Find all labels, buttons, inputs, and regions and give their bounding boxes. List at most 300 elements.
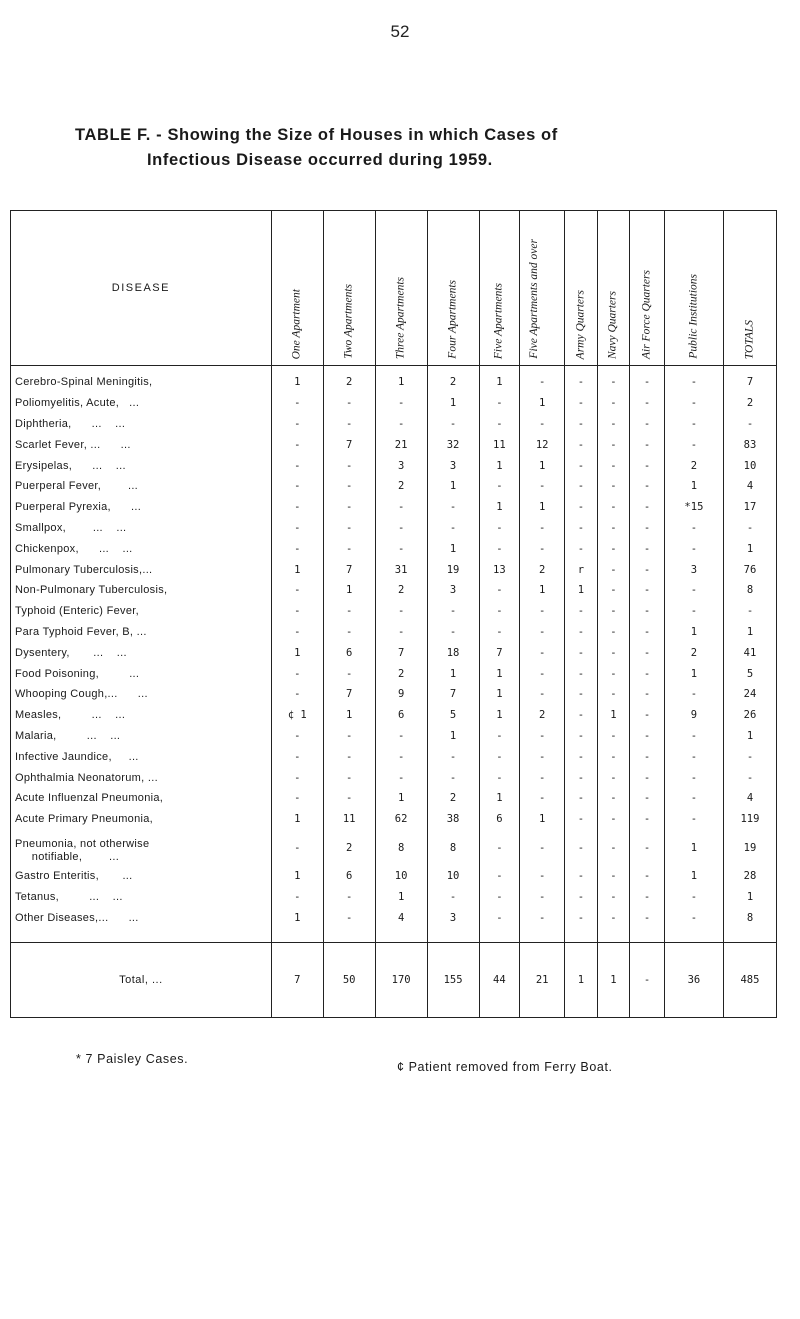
case-count-cell: - (723, 414, 776, 435)
case-count-cell: - (630, 886, 665, 907)
table-row (11, 866, 777, 887)
case-count-cell: - (664, 886, 723, 907)
case-count-cell: 1 (723, 622, 776, 643)
case-count-cell: - (597, 476, 630, 497)
case-count-cell: - (323, 663, 375, 684)
footnote-paisley: * 7 Paisley Cases. (76, 1052, 189, 1066)
case-count-cell: - (427, 767, 479, 788)
case-count-cell: - (630, 518, 665, 539)
case-count-cell: 1 (723, 538, 776, 559)
case-count-cell: - (479, 476, 520, 497)
case-count-cell: - (630, 684, 665, 705)
case-count-cell: - (630, 726, 665, 747)
case-count-cell: 2 (664, 642, 723, 663)
case-count-cell: - (723, 767, 776, 788)
table-row (11, 746, 777, 767)
case-count-cell: - (597, 538, 630, 559)
case-count-cell: - (427, 497, 479, 518)
case-count-cell: 6 (323, 866, 375, 887)
case-count-cell: 26 (723, 705, 776, 726)
table-row (11, 455, 777, 476)
case-count-cell: - (664, 746, 723, 767)
case-count-cell: - (323, 886, 375, 907)
case-count-cell: 5 (723, 663, 776, 684)
disease-name-cell: Erysipelas, ... ... (11, 455, 272, 476)
disease-name-cell: Ophthalmia Neonatorum, ... (11, 767, 272, 788)
case-count-cell: - (520, 622, 565, 643)
case-count-cell: 11 (323, 809, 375, 830)
case-count-cell: 3 (427, 455, 479, 476)
case-count-cell: - (565, 746, 598, 767)
disease-name-cell: Puerperal Fever, ... (11, 476, 272, 497)
case-count-cell: - (597, 642, 630, 663)
case-count-cell: 8 (427, 830, 479, 866)
case-count-cell: - (597, 684, 630, 705)
case-count-cell: - (565, 497, 598, 518)
case-count-cell: 1 (565, 580, 598, 601)
case-count-cell: - (664, 366, 723, 393)
case-count-cell: - (664, 434, 723, 455)
case-count-cell: *15 (664, 497, 723, 518)
case-count-cell: - (664, 809, 723, 830)
case-count-cell: - (323, 622, 375, 643)
disease-name-cell: Malaria, ... ... (11, 726, 272, 747)
case-count-cell: - (565, 809, 598, 830)
case-count-cell: - (723, 518, 776, 539)
case-count-cell: - (323, 788, 375, 809)
table-row (11, 393, 777, 414)
case-count-cell: - (630, 414, 665, 435)
case-count-cell: - (479, 622, 520, 643)
case-count-cell: - (597, 767, 630, 788)
header-row (11, 211, 777, 366)
case-count-cell: - (375, 601, 427, 622)
case-count-cell: - (520, 726, 565, 747)
case-count-cell: - (597, 518, 630, 539)
case-count-cell: - (664, 538, 723, 559)
case-count-cell: - (479, 518, 520, 539)
case-count-cell: - (479, 580, 520, 601)
case-count-cell: 3 (427, 580, 479, 601)
disease-name-cell: Para Typhoid Fever, B, ... (11, 622, 272, 643)
case-count-cell: - (520, 414, 565, 435)
case-count-cell: 6 (479, 809, 520, 830)
case-count-cell: 1 (323, 580, 375, 601)
case-count-cell: 1 (271, 907, 323, 942)
case-count-cell: - (271, 684, 323, 705)
disease-name-cell: Acute Primary Pneumonia, (11, 809, 272, 830)
case-count-cell: - (271, 518, 323, 539)
case-count-cell: 10 (723, 455, 776, 476)
case-count-cell: - (664, 726, 723, 747)
case-count-cell: 12 (520, 434, 565, 455)
table-row (11, 518, 777, 539)
case-count-cell: - (479, 767, 520, 788)
case-count-cell: - (565, 434, 598, 455)
case-count-cell: - (565, 642, 598, 663)
case-count-cell: 1 (375, 788, 427, 809)
case-count-cell: - (664, 907, 723, 942)
case-count-cell: - (664, 414, 723, 435)
case-count-cell: 1 (271, 866, 323, 887)
total-cell: 1 (597, 942, 630, 1017)
case-count-cell: - (565, 767, 598, 788)
case-count-cell: - (597, 393, 630, 414)
table-title (75, 123, 775, 173)
case-count-cell: 1 (375, 886, 427, 907)
case-count-cell: - (427, 601, 479, 622)
case-count-cell: - (565, 726, 598, 747)
case-count-cell: 1 (664, 663, 723, 684)
case-count-cell: 11 (479, 434, 520, 455)
case-count-cell: - (479, 414, 520, 435)
case-count-cell: - (479, 726, 520, 747)
case-count-cell: - (520, 518, 565, 539)
case-count-cell: - (597, 497, 630, 518)
table-row (11, 907, 777, 942)
case-count-cell: 1 (723, 886, 776, 907)
case-count-cell: 10 (427, 866, 479, 887)
column-header-label: Army Quarters (574, 289, 587, 359)
case-count-cell: - (520, 601, 565, 622)
case-count-cell: - (565, 455, 598, 476)
disease-name-cell: Acute Influenzal Pneumonia, (11, 788, 272, 809)
case-count-cell: 1 (520, 809, 565, 830)
disease-name-cell: Puerperal Pyrexia, ... (11, 497, 272, 518)
case-count-cell: 31 (375, 559, 427, 580)
table-row (11, 476, 777, 497)
disease-name-cell: Cerebro-Spinal Meningitis, (11, 366, 272, 393)
case-count-cell: 2 (664, 455, 723, 476)
table-row (11, 663, 777, 684)
case-count-cell: 1 (427, 663, 479, 684)
case-count-cell: 7 (479, 642, 520, 663)
case-count-cell: - (565, 518, 598, 539)
case-count-cell: - (565, 866, 598, 887)
case-count-cell: 2 (427, 366, 479, 393)
case-count-cell: 8 (375, 830, 427, 866)
disease-name-cell: Non-Pulmonary Tuberculosis, (11, 580, 272, 601)
case-count-cell: - (520, 866, 565, 887)
case-count-cell: - (323, 746, 375, 767)
case-count-cell: 10 (375, 866, 427, 887)
column-header-four-apartments (427, 211, 479, 366)
table-row (11, 601, 777, 622)
case-count-cell: - (664, 767, 723, 788)
table-row (11, 366, 777, 393)
case-count-cell: - (323, 538, 375, 559)
case-count-cell: - (479, 601, 520, 622)
case-count-cell: 1 (479, 663, 520, 684)
column-header-disease: DISEASE (11, 211, 272, 366)
case-count-cell: 2 (427, 788, 479, 809)
disease-name-cell: Pulmonary Tuberculosis,... (11, 559, 272, 580)
case-count-cell: - (323, 726, 375, 747)
case-count-cell: - (271, 886, 323, 907)
column-header-label: Air Force Quarters (640, 269, 653, 359)
case-count-cell: - (630, 559, 665, 580)
disease-name-cell: Typhoid (Enteric) Fever, (11, 601, 272, 622)
total-cell: 44 (479, 942, 520, 1017)
case-count-cell: - (630, 705, 665, 726)
column-header-label: Three Apartments (394, 276, 407, 359)
case-count-cell: - (323, 476, 375, 497)
case-count-cell: 1 (427, 393, 479, 414)
disease-name-cell: Scarlet Fever, ... ... (11, 434, 272, 455)
table-row (11, 788, 777, 809)
case-count-cell: - (597, 366, 630, 393)
case-count-cell: - (520, 684, 565, 705)
case-count-cell: - (597, 663, 630, 684)
table-row (11, 580, 777, 601)
case-count-cell: - (375, 726, 427, 747)
case-count-cell: - (479, 886, 520, 907)
case-count-cell: - (597, 414, 630, 435)
case-count-cell: 8 (723, 907, 776, 942)
case-count-cell: - (375, 746, 427, 767)
disease-name-cell: Measles, ... ... (11, 705, 272, 726)
case-count-cell: - (520, 886, 565, 907)
case-count-cell: - (375, 622, 427, 643)
case-count-cell: - (323, 455, 375, 476)
case-count-cell: 7 (323, 434, 375, 455)
disease-name-cell: Pneumonia, not otherwise notifiable, ... (11, 830, 272, 866)
case-count-cell: 7 (723, 366, 776, 393)
case-count-cell: - (271, 393, 323, 414)
case-count-cell: - (479, 830, 520, 866)
case-count-cell: - (375, 393, 427, 414)
case-count-cell: 1 (664, 830, 723, 866)
case-count-cell: - (630, 809, 665, 830)
case-count-cell: 1 (271, 366, 323, 393)
case-count-cell: 24 (723, 684, 776, 705)
case-count-cell: 1 (271, 809, 323, 830)
total-cell: 170 (375, 942, 427, 1017)
case-count-cell: 2 (520, 559, 565, 580)
case-count-cell: 7 (323, 684, 375, 705)
case-count-cell: - (375, 497, 427, 518)
case-count-cell: - (479, 538, 520, 559)
case-count-cell: - (271, 767, 323, 788)
case-count-cell: - (479, 866, 520, 887)
case-count-cell: 1 (479, 366, 520, 393)
case-count-cell: 1 (479, 497, 520, 518)
case-count-cell: 1 (479, 684, 520, 705)
case-count-cell: - (630, 830, 665, 866)
case-count-cell: - (630, 538, 665, 559)
column-header-one-apartment (271, 211, 323, 366)
disease-name-cell: Diphtheria, ... ... (11, 414, 272, 435)
case-count-cell: - (565, 393, 598, 414)
case-count-cell: r (565, 559, 598, 580)
case-count-cell: - (597, 788, 630, 809)
case-count-cell: - (597, 830, 630, 866)
case-count-cell: 32 (427, 434, 479, 455)
case-count-cell: - (375, 767, 427, 788)
case-count-cell: - (630, 663, 665, 684)
table-row (11, 886, 777, 907)
case-count-cell: 2 (520, 705, 565, 726)
case-count-cell: 19 (427, 559, 479, 580)
case-count-cell: - (271, 580, 323, 601)
case-count-cell: - (723, 601, 776, 622)
case-count-cell: - (597, 580, 630, 601)
case-count-cell: - (723, 746, 776, 767)
case-count-cell: - (597, 809, 630, 830)
table-row (11, 830, 777, 866)
case-count-cell: - (271, 830, 323, 866)
case-count-cell: 83 (723, 434, 776, 455)
case-count-cell: - (565, 830, 598, 866)
case-count-cell: 3 (375, 455, 427, 476)
case-count-cell: - (565, 538, 598, 559)
case-count-cell: 1 (520, 393, 565, 414)
case-count-cell: - (375, 518, 427, 539)
column-header-three-apartments (375, 211, 427, 366)
table-row (11, 434, 777, 455)
column-header-two-apartments (323, 211, 375, 366)
total-cell: 21 (520, 942, 565, 1017)
case-count-cell: - (271, 434, 323, 455)
case-count-cell: - (520, 746, 565, 767)
case-count-cell: - (630, 746, 665, 767)
total-row (11, 942, 777, 1017)
case-count-cell: - (479, 907, 520, 942)
case-count-cell: - (664, 684, 723, 705)
case-count-cell: 1 (427, 538, 479, 559)
column-header-label: TOTALS (743, 319, 756, 359)
case-count-cell: - (520, 830, 565, 866)
case-count-cell: 1 (723, 726, 776, 747)
table-row (11, 622, 777, 643)
case-count-cell: - (565, 366, 598, 393)
case-count-cell: 2 (375, 580, 427, 601)
table-body (11, 366, 777, 943)
disease-name-cell: Tetanus, ... ... (11, 886, 272, 907)
case-count-cell: - (597, 746, 630, 767)
case-count-cell: 7 (375, 642, 427, 663)
total-label: Total, ... (11, 942, 272, 1017)
case-count-cell: 1 (597, 705, 630, 726)
case-count-cell: - (664, 788, 723, 809)
case-count-cell: 28 (723, 866, 776, 887)
case-count-cell: 76 (723, 559, 776, 580)
case-count-cell: - (427, 622, 479, 643)
case-count-cell: - (271, 663, 323, 684)
case-count-cell: - (565, 622, 598, 643)
column-header-label: Navy Quarters (606, 290, 619, 359)
case-count-cell: - (664, 393, 723, 414)
case-count-cell: - (271, 746, 323, 767)
column-header-label: Public Institutions (687, 274, 700, 359)
case-count-cell: 1 (520, 580, 565, 601)
table-row (11, 538, 777, 559)
case-count-cell: - (630, 788, 665, 809)
case-count-cell: 2 (723, 393, 776, 414)
case-count-cell: 2 (375, 663, 427, 684)
case-count-cell: - (630, 455, 665, 476)
column-header-five-apartments (479, 211, 520, 366)
case-count-cell: - (323, 601, 375, 622)
case-count-cell: 3 (427, 907, 479, 942)
case-count-cell: - (271, 622, 323, 643)
case-count-cell: 62 (375, 809, 427, 830)
table-title-line-1: TABLE F. - Showing the Size of Houses in which Cases of (75, 126, 558, 144)
table-title-line-2: Infectious Disease occurred during 1959. (147, 151, 493, 169)
case-count-cell: 8 (723, 580, 776, 601)
total-cell: 155 (427, 942, 479, 1017)
case-count-cell: - (479, 746, 520, 767)
case-count-cell: - (520, 907, 565, 942)
case-count-cell: 9 (375, 684, 427, 705)
column-header-public-institutions (664, 211, 723, 366)
case-count-cell: - (520, 538, 565, 559)
case-count-cell: 17 (723, 497, 776, 518)
case-count-cell: 21 (375, 434, 427, 455)
case-count-cell: - (565, 476, 598, 497)
table-row (11, 809, 777, 830)
disease-name-cell: Chickenpox, ... ... (11, 538, 272, 559)
total-cell: 1 (565, 942, 598, 1017)
case-count-cell: - (630, 366, 665, 393)
case-count-cell: - (630, 767, 665, 788)
table-row (11, 684, 777, 705)
table-row (11, 767, 777, 788)
case-count-cell: 7 (427, 684, 479, 705)
total-cell: 50 (323, 942, 375, 1017)
disease-name-cell: Infective Jaundice, ... (11, 746, 272, 767)
case-count-cell: - (630, 580, 665, 601)
case-count-cell: 4 (723, 788, 776, 809)
case-count-cell: - (565, 886, 598, 907)
case-count-cell: - (630, 476, 665, 497)
case-count-cell: ¢ 1 (271, 705, 323, 726)
case-count-cell: 2 (323, 830, 375, 866)
case-count-cell: - (664, 580, 723, 601)
total-cell: - (630, 942, 665, 1017)
case-count-cell: - (520, 642, 565, 663)
disease-name-cell: Gastro Enteritis, ... (11, 866, 272, 887)
case-count-cell: - (630, 622, 665, 643)
case-count-cell: - (630, 907, 665, 942)
case-count-cell: - (565, 788, 598, 809)
case-count-cell: - (630, 497, 665, 518)
case-count-cell: 1 (479, 455, 520, 476)
case-count-cell: - (520, 366, 565, 393)
table-row (11, 559, 777, 580)
case-count-cell: 6 (323, 642, 375, 663)
case-count-cell: - (427, 518, 479, 539)
case-count-cell: 1 (664, 866, 723, 887)
case-count-cell: - (565, 601, 598, 622)
case-count-cell: - (427, 886, 479, 907)
column-header-label: Four Apartments (446, 280, 459, 359)
case-count-cell: 3 (664, 559, 723, 580)
case-count-cell: 1 (520, 497, 565, 518)
case-count-cell: - (597, 601, 630, 622)
case-count-cell: - (630, 601, 665, 622)
case-count-cell: - (597, 622, 630, 643)
case-count-cell: - (630, 393, 665, 414)
case-count-cell: - (597, 726, 630, 747)
total-cell: 485 (723, 942, 776, 1017)
case-count-cell: 1 (375, 366, 427, 393)
case-count-cell: - (323, 518, 375, 539)
disease-name-cell: Poliomyelitis, Acute, ... (11, 393, 272, 414)
case-count-cell: - (597, 886, 630, 907)
case-count-cell: - (565, 684, 598, 705)
table-row (11, 497, 777, 518)
